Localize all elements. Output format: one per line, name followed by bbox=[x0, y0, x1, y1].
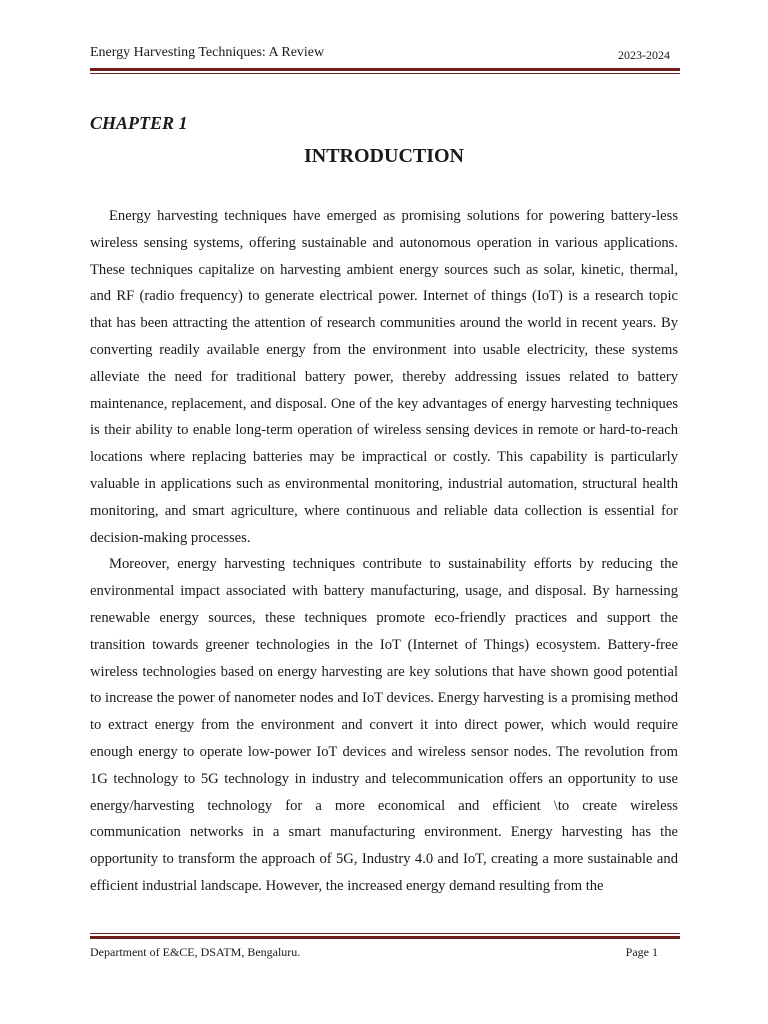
paragraph-2: Moreover, energy harvesting techniques contribute to sustainability efforts by reducing the environmental impact associated with battery manufacturing, usage, and disposal. By harnessing renewable energy sources, these techniques promote eco-friendly practices and support the transition towards greener technologies in the IoT (Internet of Things) ecosystem. Battery-free wireless technologies based on energy harvesting are key solutions that have shown good potential to increase the power of nanometer nodes and IoT devices. Energy harvesting is a promising method to extract energy from the environment and convert it into direct power, which would require enough energy to operate low-power IoT devices and wireless sensor nodes. The revolution from 1G technology to 5G technology in industry and telecommunication offers an opportunity to use energy/harvesting technology for a more economical and efficient \to create wireless communication networks in a smart manufacturing environment. Energy harvesting has the opportunity to transform the approach of 5G, Industry 4.0 and IoT, creating a more sustainable and efficient industrial landscape. However, the increased energy demand resulting from the bbox=[90, 556, 678, 894]
header-rule-thick bbox=[90, 68, 680, 71]
body-text bbox=[90, 203, 678, 900]
chapter-label: CHAPTER 1 bbox=[90, 113, 188, 133]
academic-year: 2023-2024 bbox=[618, 48, 670, 62]
document-title: Energy Harvesting Techniques: A Review bbox=[90, 45, 325, 60]
footer-rule-thick bbox=[90, 936, 680, 939]
footer-rule-thin bbox=[90, 933, 680, 934]
header-rule-thin bbox=[90, 73, 680, 74]
footer-rule bbox=[90, 933, 680, 940]
paragraph-1: Energy harvesting techniques have emerged as promising solutions for powering battery-less wireless sensing systems, offering sustainable and autonomous operation in various applications. These techniques capitalize on harvesting ambient energy sources such as solar, kinetic, thermal, and RF (radio frequency) to generate electrical power. Internet of things (IoT) is a research topic that has been attracting the attention of research communities around the world in recent years. By converting readily available energy from the environment into usable electricity, these systems alleviate the need for traditional battery power, thereby addressing issues related to battery maintenance, replacement, and disposal. One of the key advantages of energy harvesting techniques is their ability to enable long-term operation of wireless sensing devices in remote or hard-to-reach locations where replacing batteries may be impractical or costly. This capability is particularly valuable in applications such as environmental monitoring, industrial automation, structural health monitoring, and smart agriculture, where continuous and reliable data collection is essential for decision-making processes. bbox=[90, 208, 678, 546]
department-label: Department of E&CE, DSATM, Bengaluru. bbox=[90, 945, 301, 959]
chapter-heading: INTRODUCTION bbox=[303, 145, 465, 167]
header-rule bbox=[90, 68, 680, 75]
page-header bbox=[90, 45, 670, 65]
page-number: Page 1 bbox=[625, 945, 658, 959]
